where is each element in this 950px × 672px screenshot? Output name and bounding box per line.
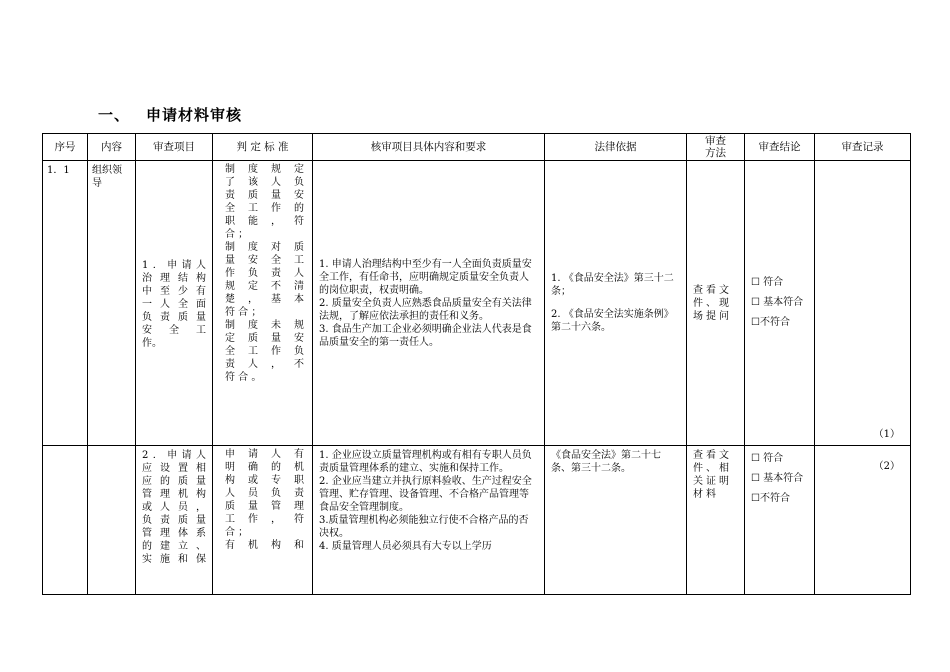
item-line: 或人员， bbox=[142, 502, 206, 513]
judge-cell bbox=[213, 161, 313, 446]
header-seq: 序号 bbox=[43, 134, 88, 161]
judge-line: 构 或 专 职 bbox=[225, 475, 304, 486]
table-row bbox=[43, 161, 911, 446]
header-content: 内容 bbox=[88, 134, 136, 161]
conclusion-option[interactable]: ☐ 基本符合 bbox=[751, 473, 804, 484]
item-line: 治理结构 bbox=[142, 273, 206, 284]
judge-line: 合 ； bbox=[225, 229, 249, 240]
section-heading bbox=[98, 104, 242, 125]
item-line: 应的质量 bbox=[142, 476, 206, 487]
item-line: 2．申请人 bbox=[142, 450, 206, 461]
item-line: 应设置相 bbox=[142, 463, 206, 474]
item-line: 实施和保 bbox=[142, 554, 206, 565]
judge-line: 作 负 责 人 bbox=[225, 268, 304, 279]
header-conclusion: 审查结论 bbox=[745, 134, 815, 161]
requirement-item: 3. 食品生产加工企业必须明确企业法人代表是食品质量安全的第一责任人。 bbox=[319, 323, 532, 348]
judge-line: 规 定 不 清 bbox=[225, 281, 304, 292]
requirements-cell bbox=[313, 161, 545, 446]
conclusion-cell bbox=[745, 446, 815, 595]
judge-line: 明 确 的 机 bbox=[225, 462, 304, 473]
item-line: 一人全面 bbox=[142, 299, 206, 310]
judge-line: 符 合 ； bbox=[225, 307, 262, 318]
method-cell: 查看文件、现场提问 bbox=[687, 161, 745, 446]
item-line: 的建立、 bbox=[142, 541, 206, 552]
header-item: 审查项目 bbox=[136, 134, 213, 161]
header-method: 审查方法 bbox=[687, 134, 745, 161]
item-line: 管理机构 bbox=[142, 489, 206, 500]
law-item: 《食品安全法》第二十七条、第三十二条。 bbox=[551, 450, 661, 474]
table-row bbox=[43, 446, 911, 595]
judge-line: 全 工 作 的 bbox=[225, 203, 304, 214]
item-line: 中至少有 bbox=[142, 286, 206, 297]
requirement-item: 1. 申请人治理结构中至少有一人全面负责质量安全工作，有任命书，应明确规定质量安全负责人的岗位职责，权责明确。 bbox=[319, 258, 532, 296]
conclusion-option[interactable]: ☐不符合 bbox=[751, 317, 790, 328]
conclusion-option[interactable]: ☐ 符合 bbox=[751, 453, 784, 464]
seq-cell: 1．1 bbox=[43, 161, 88, 446]
conclusion-option[interactable]: ☐不符合 bbox=[751, 493, 790, 504]
record-cell: （1） bbox=[815, 161, 911, 446]
content-cell bbox=[88, 446, 136, 595]
judge-line: 职 能 ， 符 bbox=[225, 216, 304, 227]
header-law: 法律依据 bbox=[545, 134, 687, 161]
content-cell: 组织领导 bbox=[88, 161, 136, 446]
requirement-item: 2. 质量安全负责人应熟悉食品质量安全有关法律法规，了解应依法承担的责任和义务。 bbox=[319, 297, 532, 322]
method-cell: 查看文件、相关证明材料 bbox=[687, 446, 745, 595]
item-cell bbox=[136, 161, 213, 446]
judge-line: 定 质 量 安 bbox=[225, 333, 304, 344]
conclusion-option[interactable]: ☐ 基本符合 bbox=[751, 297, 804, 308]
requirement-item: 3.质量管理机构必须能独立行使不合格产品的否决权。 bbox=[319, 515, 529, 539]
judge-line: 楚 ， 基 本 bbox=[225, 294, 304, 305]
judge-line: 全 工 作 负 bbox=[225, 346, 304, 357]
judge-line: 了 该 人 负 bbox=[225, 177, 304, 188]
judge-line: 责 质 量 安 bbox=[225, 190, 304, 201]
judge-line: 责 人 ， 不 bbox=[225, 359, 304, 370]
conclusion-option[interactable]: ☐ 符合 bbox=[751, 277, 784, 288]
section-number: 一、 bbox=[98, 106, 131, 124]
section-title: 申请材料审核 bbox=[146, 106, 243, 124]
judge-line: 制 度 未 规 bbox=[225, 320, 304, 331]
judge-line: 工 作 ， 符 bbox=[225, 514, 304, 525]
law-cell bbox=[545, 161, 687, 446]
law-item: 1. 《食品安全法》第三十二条； bbox=[551, 273, 674, 297]
item-line: 1．申请人 bbox=[142, 260, 206, 271]
requirements-cell bbox=[313, 446, 545, 595]
header-record: 审查记录 bbox=[815, 134, 911, 161]
audit-table bbox=[42, 133, 911, 595]
judge-cell bbox=[213, 446, 313, 595]
judge-line: 制 度 对 质 bbox=[225, 242, 304, 253]
judge-line: 量 安 全 工 bbox=[225, 255, 304, 266]
item-line: 负责质量 bbox=[142, 515, 206, 526]
judge-line: 质 量 管 理 bbox=[225, 501, 304, 512]
header-requirements: 核审项目具体内容和要求 bbox=[313, 134, 545, 161]
item-line: 安 全 工 bbox=[142, 325, 206, 336]
item-line: 负责质量 bbox=[142, 312, 206, 323]
judge-line: 合 ； bbox=[225, 527, 249, 538]
item-line: 作。 bbox=[142, 338, 162, 349]
header-row bbox=[43, 134, 911, 161]
judge-line: 符 合 。 bbox=[225, 372, 262, 383]
law-item: 2. 《食品安全法实施条例》第二十六条。 bbox=[551, 309, 674, 333]
requirement-item: 4. 质量管理人员必须具有大专以上学历 bbox=[319, 541, 492, 552]
judge-line: 申 请 人 有 bbox=[225, 449, 304, 460]
item-cell bbox=[136, 446, 213, 595]
judge-line: 制 度 规 定 bbox=[225, 164, 304, 175]
record-cell: （2） bbox=[815, 446, 911, 595]
seq-cell bbox=[43, 446, 88, 595]
conclusion-cell bbox=[745, 161, 815, 446]
requirement-item: 1. 企业应设立质量管理机构或有相有专职人员负责质量管理体系的建立、实施和保持工作。 bbox=[319, 450, 532, 474]
law-cell bbox=[545, 446, 687, 595]
judge-line: 人 员 负 责 bbox=[225, 488, 304, 499]
judge-line: 有 机 构 和 bbox=[225, 540, 304, 551]
header-judge: 判 定 标 准 bbox=[213, 134, 313, 161]
item-line: 管理体系 bbox=[142, 528, 206, 539]
requirement-item: 2. 企业应当建立并执行原料验收、生产过程安全管理、贮存管理、设备管理、不合格产品管理等食品安全管理制度。 bbox=[319, 476, 532, 513]
